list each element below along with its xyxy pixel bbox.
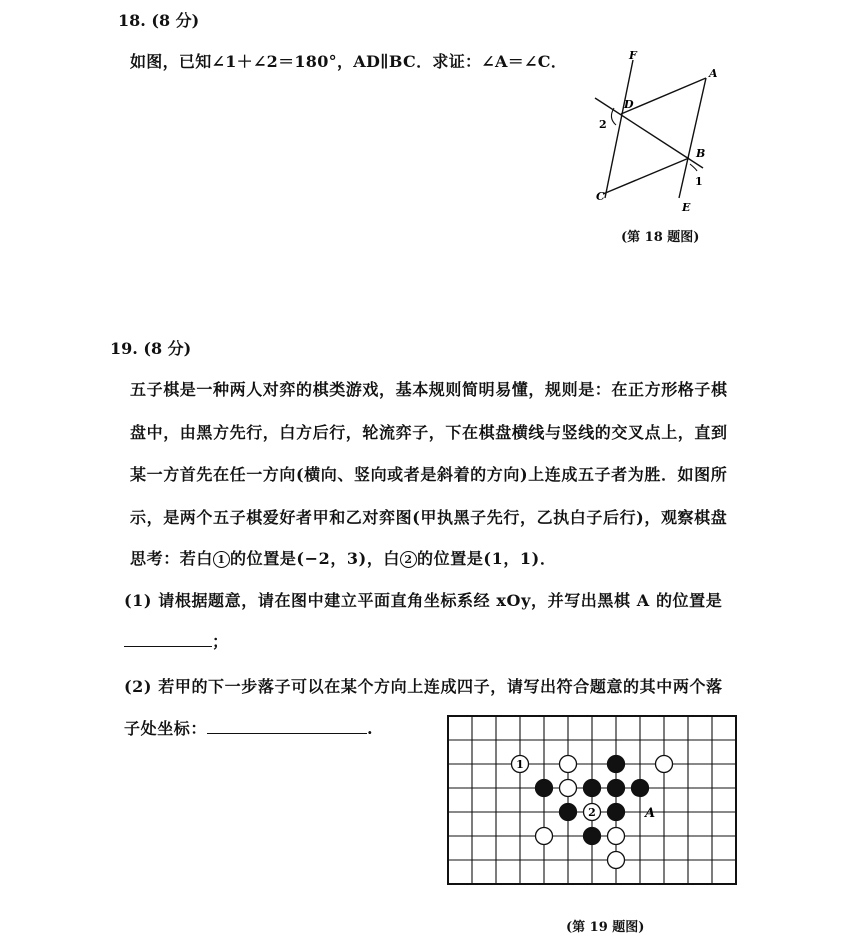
q19-part2: (2) 若甲的下一步落子可以在某个方向上连成四子，请写出符合题意的其中两个落 — [124, 677, 723, 696]
q19-paragraph-line: 盘中，由黑方先行，白方后行，轮流弈子，下在棋盘横线与竖线的交叉点上，直到 — [130, 423, 728, 442]
q19-part1-answer-line — [124, 629, 229, 652]
label-2: 2 — [599, 118, 607, 131]
board-grid — [448, 716, 736, 884]
angle-1-arc — [690, 164, 697, 171]
black-stone — [608, 804, 625, 821]
black-stone — [560, 804, 577, 821]
white-stone — [560, 756, 577, 773]
think-prefix: 思考：若白 — [130, 549, 214, 568]
segment-AD — [621, 78, 706, 114]
black-stone — [584, 828, 601, 845]
q19-number: 19. (8 分) — [110, 339, 192, 358]
black-stone — [536, 780, 553, 797]
q19-paragraph-line: 示，是两个五子棋爱好者甲和乙对弈图(甲执黑子先行，乙执白子后行)，观察棋盘 — [130, 508, 728, 527]
black-stone — [584, 780, 601, 797]
white-stone — [560, 780, 577, 797]
q19-paragraph-line: 五子棋是一种两人对弈的棋类游戏，基本规则简明易懂，规则是：在正方形格子棋 — [130, 380, 728, 399]
white-stone — [608, 852, 625, 869]
line-FC — [605, 60, 633, 198]
circled-number-1: 1 — [213, 551, 230, 568]
transversal-DB — [595, 98, 706, 168]
stone-label: 1 — [516, 758, 524, 771]
label-A: A — [709, 67, 718, 80]
part2-end: . — [367, 719, 374, 738]
white-stone — [608, 828, 625, 845]
white-stone — [536, 828, 553, 845]
segment-BC — [603, 158, 689, 194]
black-stone — [632, 780, 649, 797]
think-suffix: 的位置是(1，1)． — [417, 549, 557, 568]
black-stone — [608, 780, 625, 797]
stone-label: 2 — [588, 806, 596, 819]
part1-end: ； — [212, 632, 229, 651]
q18-stem: 如图，已知∠1＋∠2＝180°，AD∥BC．求证：∠A＝∠C． — [130, 52, 568, 71]
black-stone — [608, 756, 625, 773]
gomoku-board — [440, 708, 745, 896]
label-B: B — [696, 147, 706, 160]
label-C: C — [596, 190, 605, 203]
label-F: F — [629, 49, 637, 62]
point-A-label: A — [645, 806, 656, 821]
think-middle: 的位置是(−2，3)，白 — [230, 549, 401, 568]
q19-think-line — [130, 546, 556, 569]
q19-part1: (1) 请根据题意，请在图中建立平面直角坐标系经 xOy，并写出黑棋 A 的位置是 — [124, 591, 723, 610]
q18-caption: (第 18 题图) — [621, 230, 700, 245]
answer-blank-1[interactable] — [124, 632, 212, 647]
q19-paragraph-line: 某一方首先在任一方向(横向、竖向或者是斜着的方向)上连成五子者为胜．如图所 — [130, 465, 728, 484]
white-stone — [656, 756, 673, 773]
circled-number-2: 2 — [400, 551, 417, 568]
q18-figure — [585, 40, 735, 215]
part2-prefix: 子处坐标： — [124, 719, 208, 738]
answer-blank-2[interactable] — [207, 719, 367, 734]
q19-part2-answer-line — [124, 716, 373, 739]
label-1: 1 — [695, 175, 703, 188]
label-D: D — [624, 98, 634, 111]
q18-number: 18. (8 分) — [118, 11, 200, 30]
q19-caption: (第 19 题图) — [566, 920, 645, 935]
label-E: E — [682, 201, 691, 214]
